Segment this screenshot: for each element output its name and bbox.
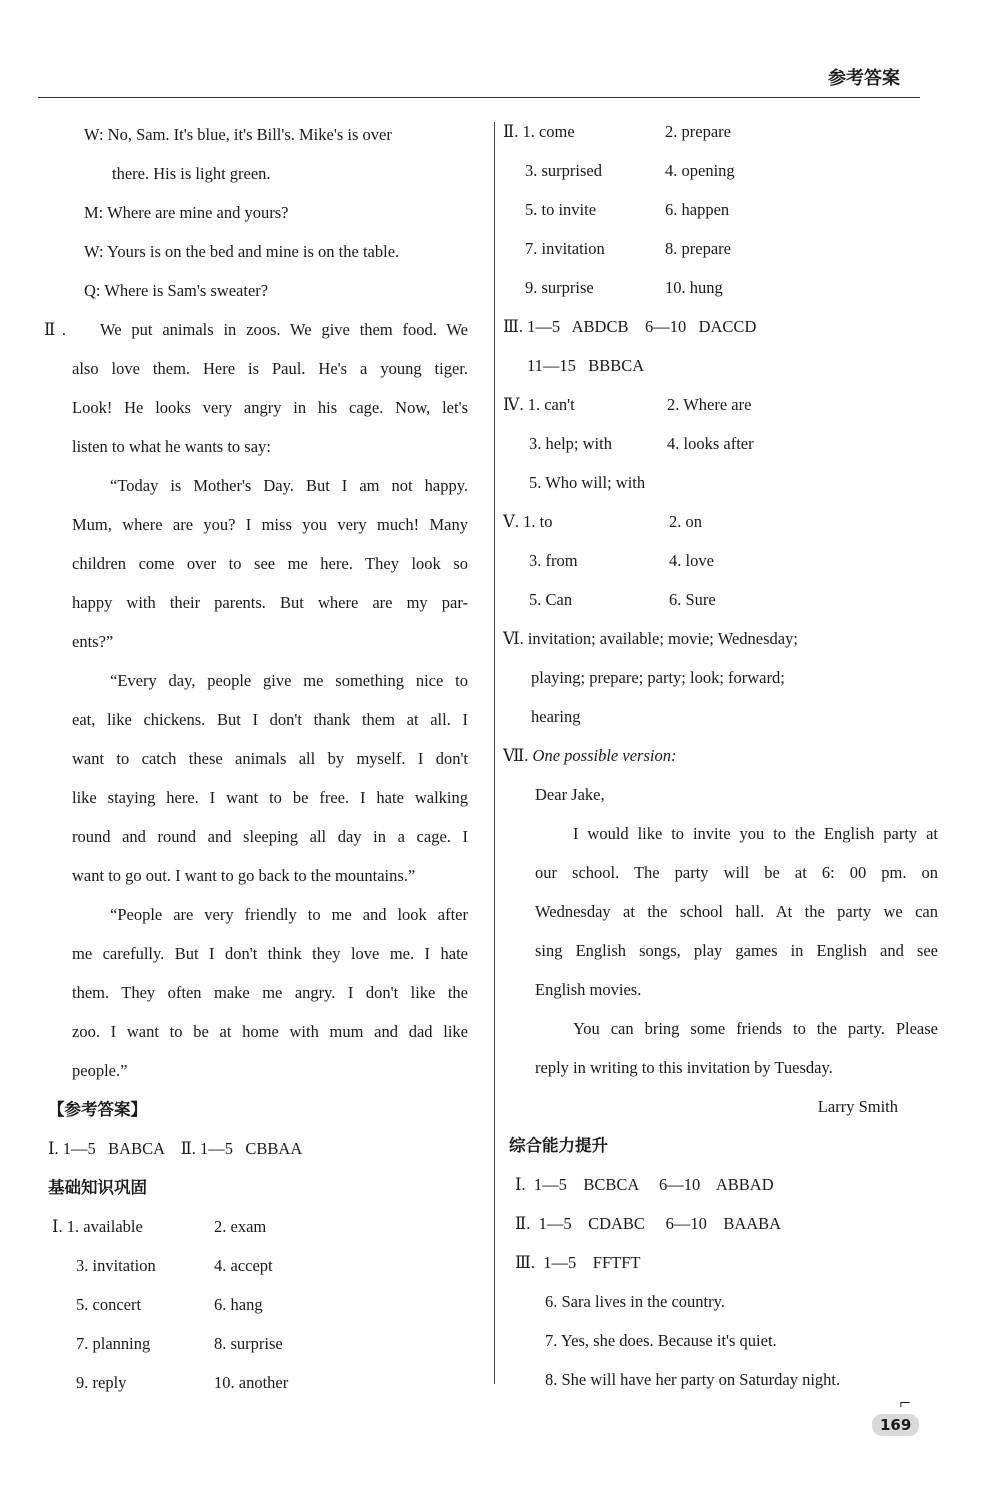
answer-row <box>503 229 938 268</box>
answer-row <box>48 1324 468 1363</box>
answer-row <box>48 1207 468 1246</box>
passage-line-text: Look! He looks very angry in his cage. Now, let's <box>72 398 468 417</box>
passage-label: Ⅱ. <box>44 320 66 339</box>
answer-item: 2. on <box>669 512 702 531</box>
section-comprehensive-heading: 综合能力提升 <box>509 1136 608 1155</box>
basic-items <box>48 1207 468 1402</box>
passage-line-text: ents?” <box>72 632 114 651</box>
passage-line <box>48 661 468 700</box>
passage-line-text: eat, like chickens. But I don't thank them at all. I <box>72 710 468 729</box>
part3-line1: Ⅲ. 1—5 ABDCB 6—10 DACCD <box>503 317 757 336</box>
passage-line-text: “People are very friendly to me and look after <box>110 905 468 924</box>
answer-item: 2. Where are <box>667 395 752 414</box>
passage-line-text: zoo. I want to be at home with mum and dad like <box>72 1022 468 1041</box>
answer-item: Ⅰ. 1. available <box>52 1217 143 1236</box>
answer-row <box>48 1246 468 1285</box>
answer-item: 3. help; with <box>529 434 612 453</box>
answer-row <box>503 151 938 190</box>
header-title: 参考答案 <box>828 68 900 89</box>
letter-greeting: Dear Jake, <box>535 785 605 804</box>
dialogue-line: W: No, Sam. It's blue, it's Bill's. Mike's is over <box>84 125 392 144</box>
letter-signature: Larry Smith <box>817 1097 898 1116</box>
letter-line: You can bring some friends to the party. Please <box>573 1019 938 1038</box>
dialogue-line: Q: Where is Sam's sweater? <box>84 281 269 300</box>
passage-line-text: them. They often make me angry. I don't like the <box>72 983 468 1002</box>
ref-answer-line: Ⅰ. 1—5 BABCA Ⅱ. 1—5 CBBAA <box>48 1139 303 1158</box>
dialogue-line: W: Yours is on the bed and mine is on the table. <box>84 242 400 261</box>
answer-item: 3. from <box>529 551 578 570</box>
part5-items <box>503 502 938 619</box>
part6-line3: hearing <box>531 707 581 726</box>
answer-row <box>503 190 938 229</box>
passage-line <box>48 544 468 583</box>
answer-item: 4. accept <box>214 1256 273 1275</box>
answer-row <box>48 1285 468 1324</box>
letter-body <box>503 814 938 1087</box>
passage-line-text: We put animals in zoos. We give them food. We <box>100 320 468 339</box>
answer-row <box>503 541 938 580</box>
answer-item: 9. surprise <box>525 278 594 297</box>
passage-line-text: children come over to see me here. They look so <box>72 554 468 573</box>
answer-item: 2. exam <box>214 1217 267 1236</box>
page-number: 169 <box>872 1414 919 1436</box>
passage-line <box>48 388 468 427</box>
answer-row <box>503 112 938 151</box>
answer-item: 10. hung <box>665 278 723 297</box>
answer-item: 2. prepare <box>665 122 731 141</box>
passage-line-text: round and round and sleeping all day in a cage. I <box>72 827 468 846</box>
answer-item: 8. prepare <box>665 239 731 258</box>
answer-item: 7. planning <box>76 1334 151 1353</box>
part6-line1: Ⅵ. invitation; available; movie; Wednesday; <box>503 629 798 648</box>
passage-line-text: happy with their parents. But where are my par- <box>72 593 468 612</box>
answer-item: 5. concert <box>76 1295 142 1314</box>
passage-line <box>48 583 468 622</box>
passage-line <box>44 310 468 349</box>
letter-line: reply in writing to this invitation by Tuesday. <box>535 1058 833 1077</box>
answer-item: 5. Can <box>529 590 573 609</box>
part7-heading <box>503 736 938 775</box>
page-corner-mark: ⌐ <box>898 1392 912 1414</box>
left-column <box>44 115 468 1402</box>
passage-line <box>48 856 468 895</box>
comp-line: Ⅰ. 1—5 BCBCA 6—10 ABBAD <box>515 1175 774 1194</box>
answer-item: 4. opening <box>665 161 735 180</box>
answer-item: 6. happen <box>665 200 730 219</box>
column-divider <box>494 122 495 1384</box>
passage-line-text: Mum, where are you? I miss you very much! Many <box>72 515 468 534</box>
passage-line <box>48 1051 468 1090</box>
right-column <box>503 112 938 1399</box>
passage-line <box>48 427 468 466</box>
part6-line2: playing; prepare; party; look; forward; <box>531 668 785 687</box>
passage-line <box>48 700 468 739</box>
passage-line-text: me carefully. But I don't think they love me. I hate <box>72 944 468 963</box>
passage-line <box>48 817 468 856</box>
answer-item: 4. love <box>669 551 714 570</box>
comp-line: Ⅲ. 1—5 FFTFT <box>515 1253 641 1272</box>
passage-line-text: “Every day, people give me something nice to <box>110 671 468 690</box>
passage-line <box>48 895 468 934</box>
part4-items <box>503 385 938 463</box>
answer-item: 3. invitation <box>76 1256 156 1275</box>
dialogue-block <box>48 115 468 310</box>
answer-item: 4. looks after <box>667 434 754 453</box>
answer-row <box>503 385 938 424</box>
part3-line2: 11—15 BBBCA <box>527 356 645 375</box>
passage-line <box>48 505 468 544</box>
ref-answer-heading: 【参考答案】 <box>48 1100 147 1119</box>
answer-row <box>503 268 938 307</box>
passage-line-text: want to catch these animals all by myself. I don't <box>72 749 468 768</box>
answer-item: 5. to invite <box>525 200 597 219</box>
header-rule <box>38 97 920 98</box>
answer-item: 6. Sure <box>669 590 716 609</box>
part7-version: One possible version: <box>532 746 677 765</box>
passage-line-text: people.” <box>72 1061 128 1080</box>
passage-line <box>48 622 468 661</box>
comp-sentence: 6. Sara lives in the country. <box>545 1292 725 1311</box>
letter-line: I would like to invite you to the English party at <box>573 824 938 843</box>
answer-item: Ⅱ. 1. come <box>503 122 575 141</box>
passage-line <box>48 973 468 1012</box>
answer-item: 9. reply <box>76 1373 127 1392</box>
passage-line-text: want to go out. I want to go back to the mountains.” <box>72 866 416 885</box>
passage-line <box>48 349 468 388</box>
answer-item: 6. hang <box>214 1295 263 1314</box>
passage-line <box>48 1012 468 1051</box>
comp-sentence: 8. She will have her party on Saturday night. <box>545 1370 841 1389</box>
dialogue-line: M: Where are mine and yours? <box>84 203 289 222</box>
answer-row <box>503 580 938 619</box>
answer-item: 7. invitation <box>525 239 605 258</box>
passage-line-text: like staying here. I want to be free. I hate walking <box>72 788 468 807</box>
letter-line: Wednesday at the school hall. At the party we can <box>535 902 938 921</box>
letter-line: sing English songs, play games in English and see <box>535 941 938 960</box>
letter-line: our school. The party will be at 6: 00 pm. on <box>535 863 938 882</box>
letter-line: English movies. <box>535 980 642 999</box>
part7-label: Ⅶ. <box>503 746 529 765</box>
passage-line <box>48 778 468 817</box>
passage-block <box>44 310 468 1090</box>
passage-line <box>48 739 468 778</box>
part4-last: 5. Who will; with <box>529 473 646 492</box>
comp-sentence: 7. Yes, she does. Because it's quiet. <box>545 1331 777 1350</box>
answer-row <box>503 424 938 463</box>
passage-line <box>48 466 468 505</box>
passage-line-text: “Today is Mother's Day. But I am not happy. <box>110 476 468 495</box>
answer-item: 3. surprised <box>525 161 602 180</box>
answer-item: 8. surprise <box>214 1334 283 1353</box>
answer-item: 10. another <box>214 1373 289 1392</box>
passage-line <box>48 934 468 973</box>
comp-line: Ⅱ. 1—5 CDABC 6—10 BAABA <box>515 1214 782 1233</box>
passage-line-text: listen to what he wants to say: <box>72 437 271 456</box>
passage-line-text: also love them. Here is Paul. He's a young tiger. <box>72 359 468 378</box>
part2-items <box>503 112 938 307</box>
answer-row <box>503 502 938 541</box>
section-basic-heading: 基础知识巩固 <box>48 1178 147 1197</box>
answer-item: Ⅴ. 1. to <box>503 512 553 531</box>
answer-item: Ⅳ. 1. can't <box>503 395 575 414</box>
comp-sentences <box>503 1282 938 1399</box>
comp-lines <box>503 1165 938 1282</box>
answer-row <box>48 1363 468 1402</box>
dialogue-line: there. His is light green. <box>112 164 271 183</box>
